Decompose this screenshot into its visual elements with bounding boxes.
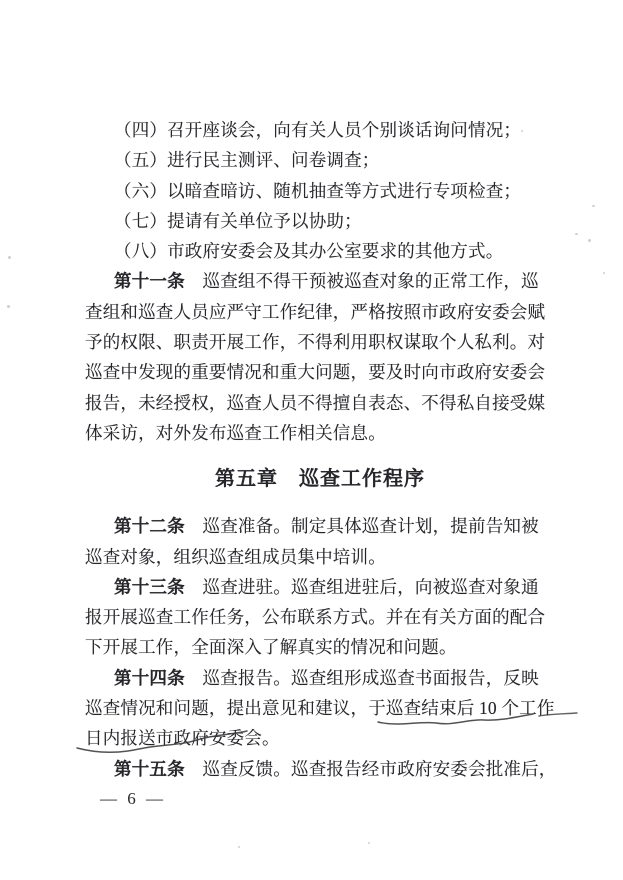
scan-speck <box>238 846 240 848</box>
scan-speck <box>588 239 591 242</box>
text-line <box>85 206 555 236</box>
text-line <box>85 602 555 632</box>
text-segment: （八）市政府安委会及其办公室要求的其他方式。 <box>114 241 504 262</box>
scan-speck <box>521 130 523 132</box>
text-segment: 巡查情况和问题，提出意见和建议，于巡查结束后 10 个工作 <box>85 698 555 719</box>
scan-speck <box>603 272 605 274</box>
text-line <box>85 266 555 296</box>
scan-speck <box>368 842 370 844</box>
text-line <box>85 388 555 418</box>
text-segment: 下开展工作，全面深入了解真实的情况和问题。 <box>85 637 457 658</box>
text-segment: 报告，未经授权，巡查人员不得擅自表态、不得私自接受媒 <box>85 392 546 413</box>
text-segment: （四）召开座谈会，向有关人员个别谈话询问情况； <box>114 120 522 140</box>
text-line <box>85 723 555 753</box>
article-number-label: 第十二条 <box>114 516 185 537</box>
text-line <box>85 145 555 175</box>
text-segment: 巡查准备。制定具体巡查计划，提前告知被 <box>184 516 539 537</box>
text-line <box>85 693 555 723</box>
text-segment: （七）提请有关单位予以协助； <box>114 210 362 231</box>
scan-speck <box>592 205 595 207</box>
text-segment: 巡查报告。巡查组形成巡查书面报告，反映 <box>184 667 539 688</box>
text-line <box>85 236 555 266</box>
page-number: — 6 — <box>100 789 166 808</box>
text-segment: 予的权限、职责开展工作，不得利用职权谋取个人私利。对 <box>85 332 546 353</box>
text-segment: 报开展巡查工作任务，公布联系方式。并在有关方面的配合 <box>85 607 546 628</box>
text-line <box>85 632 555 662</box>
text-segment: （五）进行民主测评、问卷调查； <box>114 150 380 171</box>
article-number-label: 第十一条 <box>114 271 185 292</box>
text-line <box>85 663 555 693</box>
text-line <box>85 357 555 387</box>
text-line <box>85 176 555 206</box>
text-segment: 巡查中发现的重要情况和重大问题，要及时向市政府安委会 <box>85 362 546 383</box>
text-line <box>85 115 555 145</box>
chapter-heading <box>85 464 555 495</box>
scan-speck <box>7 305 10 308</box>
article-number-label: 第十三条 <box>114 576 185 597</box>
text-line <box>85 297 555 327</box>
text-line <box>85 327 555 357</box>
text-line <box>85 754 555 784</box>
text-segment: 体采访，对外发布巡查工作相关信息。 <box>85 422 386 443</box>
text-line <box>85 511 555 541</box>
document-body <box>85 115 555 784</box>
text-segment: 巡查组不得干预被巡查对象的正常工作，巡 <box>184 271 539 292</box>
article-number-label: 第十四条 <box>114 667 185 688</box>
text-line <box>85 418 555 448</box>
text-segment: 巡查进驻。巡查组进驻后，向被巡查对象通 <box>184 576 539 597</box>
text-segment: 查组和巡查人员应严守工作纪律，严格按照市政府安委会赋 <box>85 301 546 322</box>
text-segment: 巡查反馈。巡查报告经市政府安委会批准后， <box>184 758 557 779</box>
text-segment: （六）以暗查暗访、随机抽查等方式进行专项检查； <box>114 180 522 201</box>
scan-speck <box>8 256 11 259</box>
text-line <box>85 572 555 602</box>
article-number-label: 第五章 巡查工作程序 <box>215 468 425 491</box>
text-segment: 巡查对象，组织巡查组成员集中培训。 <box>85 546 386 567</box>
scan-speck <box>575 233 578 235</box>
article-number-label: 第十五条 <box>114 758 185 779</box>
text-segment: 日内报送市政府安委会。 <box>85 728 280 749</box>
text-line <box>85 542 555 572</box>
